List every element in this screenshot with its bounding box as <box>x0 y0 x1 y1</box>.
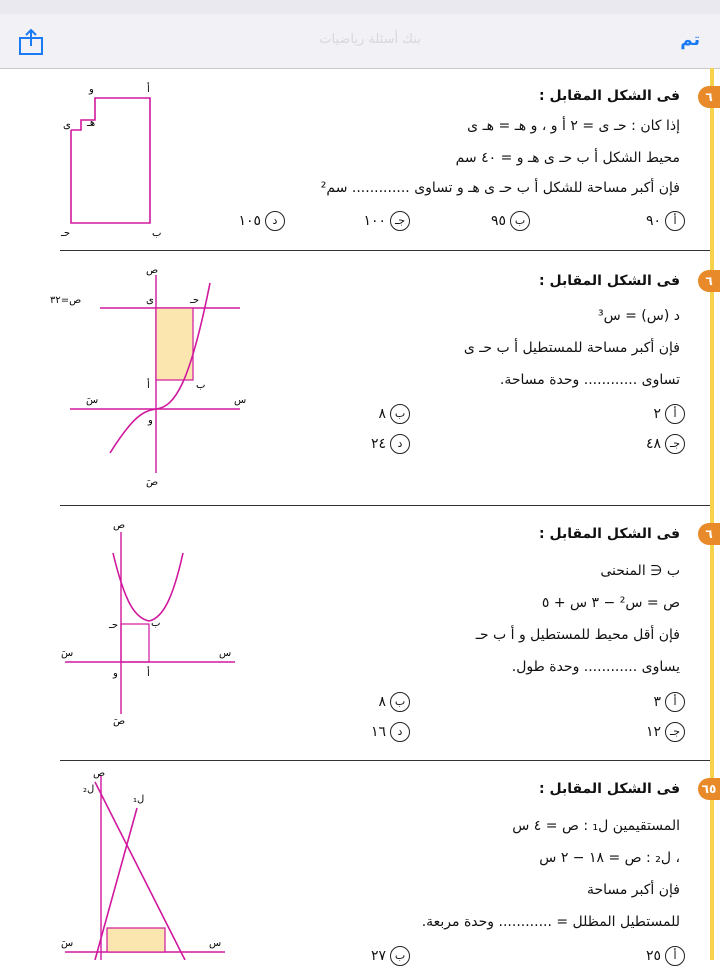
figure-label: و <box>148 415 153 426</box>
choice-b[interactable] <box>371 946 410 966</box>
divider <box>60 505 710 506</box>
figure-label: و <box>89 84 94 95</box>
choice-value: ١٦ <box>370 724 386 740</box>
choice-letter: د <box>265 211 285 231</box>
question-line: يساوى ............ وحدة طول. <box>511 659 680 675</box>
question-heading: فى الشكل المقابل : <box>538 88 680 104</box>
choice-letter: أ <box>665 946 685 966</box>
choice-b[interactable] <box>378 404 410 424</box>
figure-parabola-graph <box>55 518 245 728</box>
document-page <box>0 68 720 964</box>
figure-label: س <box>219 648 232 659</box>
figure-label: هـ <box>87 118 96 129</box>
figure-label: ل₂ <box>83 784 95 795</box>
figure-label: ص=٣٢ <box>50 295 82 306</box>
share-icon[interactable] <box>18 28 44 56</box>
choice-c[interactable] <box>646 722 685 742</box>
choice-value: ٩٥ <box>490 213 506 229</box>
figure-label: س <box>209 938 222 949</box>
figure-label: حـ <box>61 228 71 238</box>
question-line: ب ∈ المنحنى <box>600 563 680 579</box>
margin-line <box>710 68 714 960</box>
divider <box>60 250 710 251</box>
choice-letter: جـ <box>390 211 410 231</box>
question-line: للمستطيل المظلل = ............ وحدة مربعة. <box>421 914 680 930</box>
figure-label: ص <box>146 265 159 276</box>
figure-composite-rectangle <box>55 78 165 238</box>
figure-label: سَ <box>86 395 99 406</box>
figure-label: ص <box>113 520 126 531</box>
question-heading: فى الشكل المقابل : <box>538 781 680 797</box>
choice-value: ٢٥ <box>645 948 661 964</box>
choice-letter: ب <box>390 404 410 424</box>
choice-value: ٤٨ <box>645 436 661 452</box>
choice-a[interactable] <box>646 211 685 231</box>
choice-letter: جـ <box>665 722 685 742</box>
question-heading: فى الشكل المقابل : <box>538 273 680 289</box>
choice-value: ٢٤ <box>370 436 386 452</box>
choice-d[interactable] <box>238 211 285 231</box>
choice-value: ٩٠ <box>645 213 661 229</box>
choice-value: ١٠٥ <box>238 213 261 229</box>
choice-value: ٣ <box>653 694 661 710</box>
choice-value: ٢٧ <box>370 948 386 964</box>
figure-label: حـ <box>190 295 200 306</box>
figure-cubic-graph <box>50 263 250 488</box>
choice-value: ٨ <box>378 406 386 422</box>
figure-label: س <box>234 395 247 406</box>
figure-label: ل₁ <box>133 794 145 805</box>
divider <box>60 760 710 761</box>
figure-label: ب <box>152 228 162 238</box>
question-line: إذا كان : حـ ى = ٢ أ و ، و هـ = هـ ى <box>467 118 680 134</box>
choice-a[interactable] <box>653 404 685 424</box>
choice-letter: د <box>390 722 410 742</box>
choice-letter: جـ <box>665 434 685 454</box>
question-number: ٦ <box>698 523 720 545</box>
question-line: ، ل₂ : ص = ١٨ − ٢ س <box>539 850 680 866</box>
done-button[interactable]: تم <box>680 30 700 50</box>
question-heading: فى الشكل المقابل : <box>538 526 680 542</box>
question-line: فإن أكبر مساحة للشكل أ ب حـ ى هـ و تساوى ............. سم² <box>320 180 680 196</box>
status-bar <box>0 0 720 14</box>
figure-label: أ <box>147 380 150 391</box>
question-number: ٦ <box>698 86 720 108</box>
choice-b[interactable] <box>491 211 530 231</box>
nav-bar <box>0 14 720 69</box>
choice-letter: ب <box>510 211 530 231</box>
question-line: د (س) = س³ <box>597 308 680 324</box>
figure-label: صَ <box>113 716 126 727</box>
question-line: فإن أقل محيط للمستطيل و أ ب حـ <box>475 627 680 643</box>
choice-letter: أ <box>665 692 685 712</box>
question-line: تساوى ............ وحدة مساحة. <box>499 372 680 388</box>
choice-d[interactable] <box>371 722 410 742</box>
choice-letter: ب <box>390 946 410 966</box>
choice-value: ٨ <box>378 694 386 710</box>
choice-letter: أ <box>665 404 685 424</box>
figure-label: سَ <box>61 938 74 949</box>
figure-label: ى <box>146 295 154 306</box>
figure-label: ب <box>151 618 161 629</box>
choice-a[interactable] <box>646 946 685 966</box>
choice-d[interactable] <box>371 434 410 454</box>
choice-value: ١٢ <box>645 724 661 740</box>
choice-value: ٢ <box>653 406 661 422</box>
document-title: بنك أسئلة رياضيات <box>319 32 421 47</box>
question-number: ٦٥ <box>698 778 720 800</box>
figure-label: أ <box>147 84 150 95</box>
figure-label: صَ <box>146 477 159 488</box>
figure-label: حـ <box>109 620 119 631</box>
choice-c[interactable] <box>363 211 410 231</box>
figure-label: ص <box>93 768 106 779</box>
question-number: ٦ <box>698 270 720 292</box>
question-line: ص = س² − ٣ س + ٥ <box>541 595 680 611</box>
choice-letter: أ <box>665 211 685 231</box>
choice-letter: د <box>390 434 410 454</box>
figure-label: أ <box>147 668 150 679</box>
choice-letter: ب <box>390 692 410 712</box>
figure-label: ى <box>63 120 71 131</box>
choice-a[interactable] <box>653 692 685 712</box>
choice-b[interactable] <box>378 692 410 712</box>
choice-value: ١٠٠ <box>363 213 386 229</box>
figure-label: ب <box>196 380 206 391</box>
figure-label: سَ <box>61 648 74 659</box>
question-line: فإن أكبر مساحة <box>586 882 680 898</box>
question-line: المستقيمين ل₁ : ص = ٤ س <box>512 818 680 834</box>
figure-lines-graph <box>55 768 235 960</box>
choice-c[interactable] <box>646 434 685 454</box>
figure-label: و <box>113 668 118 679</box>
question-line: فإن أكبر مساحة للمستطيل أ ب حـ ى <box>463 340 680 356</box>
question-line: محيط الشكل أ ب حـ ى هـ و = ٤٠ سم <box>455 150 680 166</box>
